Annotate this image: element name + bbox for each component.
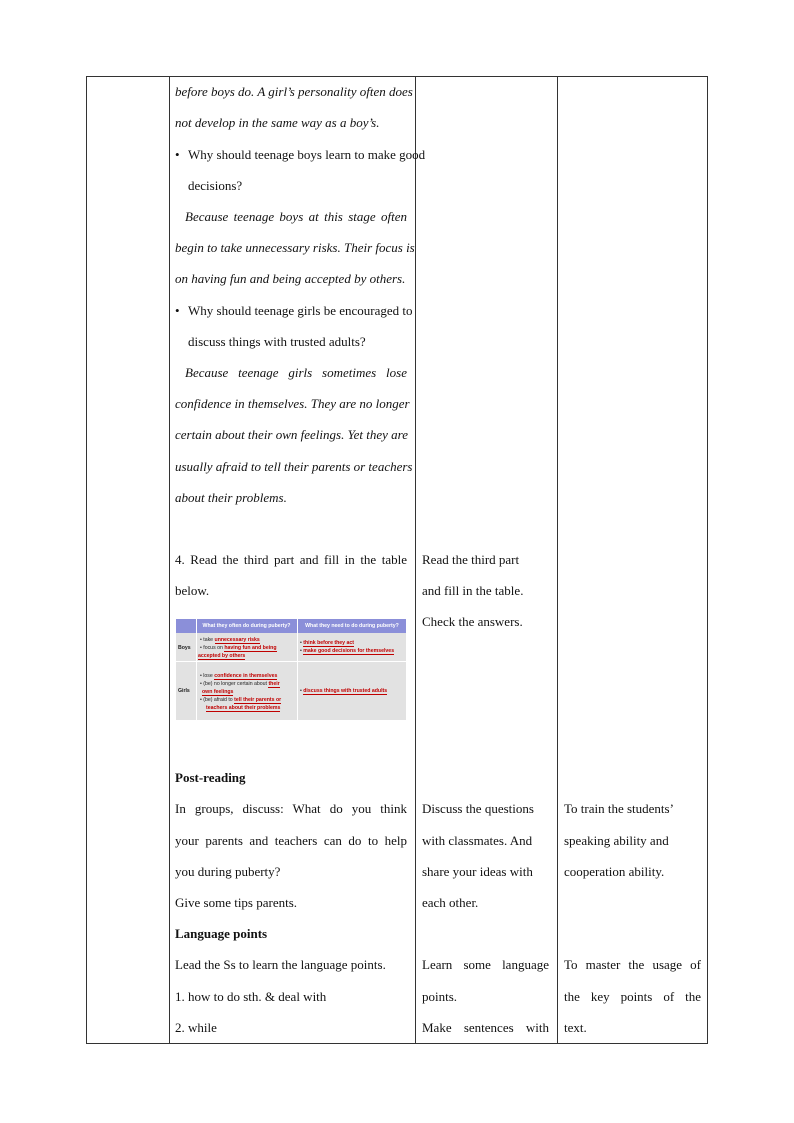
- answer-line: confidence in themselves. They are no longer: [175, 396, 410, 411]
- mini-table-header-cell: What they often do during puberty?: [202, 623, 291, 629]
- language-points-heading: Language points: [175, 926, 268, 941]
- answer-line: on having fun and being accepted by others.: [175, 271, 406, 286]
- mini-col-sep: [196, 619, 197, 720]
- girls-label: Girls: [178, 688, 190, 694]
- mini-cell-text: • focus on having fun and being: [200, 645, 277, 651]
- question-text: Why should teenage girls be encouraged to: [188, 303, 413, 318]
- language-points-line: 2. while: [175, 1020, 217, 1035]
- activity-line: Make sentences with: [422, 1020, 549, 1035]
- question-item: [175, 301, 413, 321]
- mini-cell-text: • make good decisions for themselves: [300, 648, 395, 654]
- activity-line: share your ideas with: [422, 864, 533, 879]
- bullet-icon: •: [175, 303, 180, 318]
- task-instruction: 4. Read the third part and fill in the table: [175, 552, 407, 567]
- puberty-fill-in-table: [176, 619, 406, 720]
- language-points-line: 1. how to do sth. & deal with: [175, 989, 327, 1004]
- activity-line: points.: [422, 989, 458, 1004]
- mini-table-header-cell: What they need to do during puberty?: [305, 623, 399, 629]
- question-item: [175, 145, 426, 165]
- answer-line: usually afraid to tell their parents or teachers: [175, 459, 413, 474]
- purpose-line: the key points of the: [564, 989, 701, 1004]
- mini-cell-text: teachers about their problems: [206, 705, 281, 711]
- column-divider: [557, 77, 558, 1043]
- question-text: Why should teenage boys learn to make good: [188, 147, 426, 162]
- mini-cell-text: • take unnecessary risks: [200, 637, 260, 643]
- activity-line: Learn some language: [422, 957, 549, 972]
- boys-label: Boys: [178, 645, 191, 651]
- mini-cell-text: • think before they act: [300, 640, 354, 646]
- post-reading-line: Give some tips parents.: [175, 895, 298, 910]
- mini-cell-text: own feelings: [202, 689, 234, 695]
- passage-line: before boys do. A girl’s personality often does: [175, 84, 413, 99]
- question-text: discuss things with trusted adults?: [188, 334, 366, 349]
- mini-cell-text: • lose confidence in themselves: [200, 673, 278, 679]
- activity-line: Check the answers.: [422, 614, 523, 629]
- purpose-line: To master the usage of: [564, 957, 701, 972]
- mini-col-sep: [297, 619, 298, 720]
- post-reading-line: your parents and teachers can do to help: [175, 833, 407, 848]
- bullet-icon: •: [175, 147, 180, 162]
- answer-line: about their problems.: [175, 490, 287, 505]
- mini-cell-text: accepted by others: [198, 653, 246, 659]
- language-points-line: Lead the Ss to learn the language points.: [175, 957, 386, 972]
- answer-line: certain about their own feelings. Yet they are: [175, 427, 409, 442]
- activity-line: and fill in the table.: [422, 583, 524, 598]
- answer-line: begin to take unnecessary risks. Their focus is: [175, 240, 415, 255]
- post-reading-heading: Post-reading: [175, 770, 246, 785]
- purpose-line: cooperation ability.: [564, 864, 665, 879]
- purpose-line: text.: [564, 1020, 587, 1035]
- answer-line: Because teenage girls sometimes lose: [185, 365, 407, 380]
- purpose-line: To train the students’: [564, 801, 674, 816]
- post-reading-line: In groups, discuss: What do you think: [175, 801, 407, 816]
- post-reading-line: you during puberty?: [175, 864, 281, 879]
- student-activity-column: [422, 0, 549, 1050]
- mini-cell-text: • discuss things with trusted adults: [300, 688, 388, 694]
- activity-line: with classmates. And: [422, 833, 533, 848]
- activity-line: each other.: [422, 895, 479, 910]
- activity-line: Read the third part: [422, 552, 520, 567]
- purpose-column: [564, 0, 701, 1050]
- mini-cell-text: • (be) afraid to tell their parents or: [200, 697, 282, 703]
- mini-cell-text: • (be) no longer certain about their: [200, 681, 280, 687]
- purpose-line: speaking ability and: [564, 833, 669, 848]
- passage-line: not develop in the same way as a boy’s.: [175, 115, 380, 130]
- teaching-content-column: [175, 0, 426, 1050]
- activity-line: Discuss the questions: [422, 801, 534, 816]
- task-instruction: below.: [175, 583, 210, 598]
- question-text: decisions?: [188, 178, 243, 193]
- answer-line: Because teenage boys at this stage often: [185, 209, 407, 224]
- column-divider: [415, 77, 416, 1043]
- mini-row-sep: [176, 661, 406, 662]
- column-divider: [169, 77, 170, 1043]
